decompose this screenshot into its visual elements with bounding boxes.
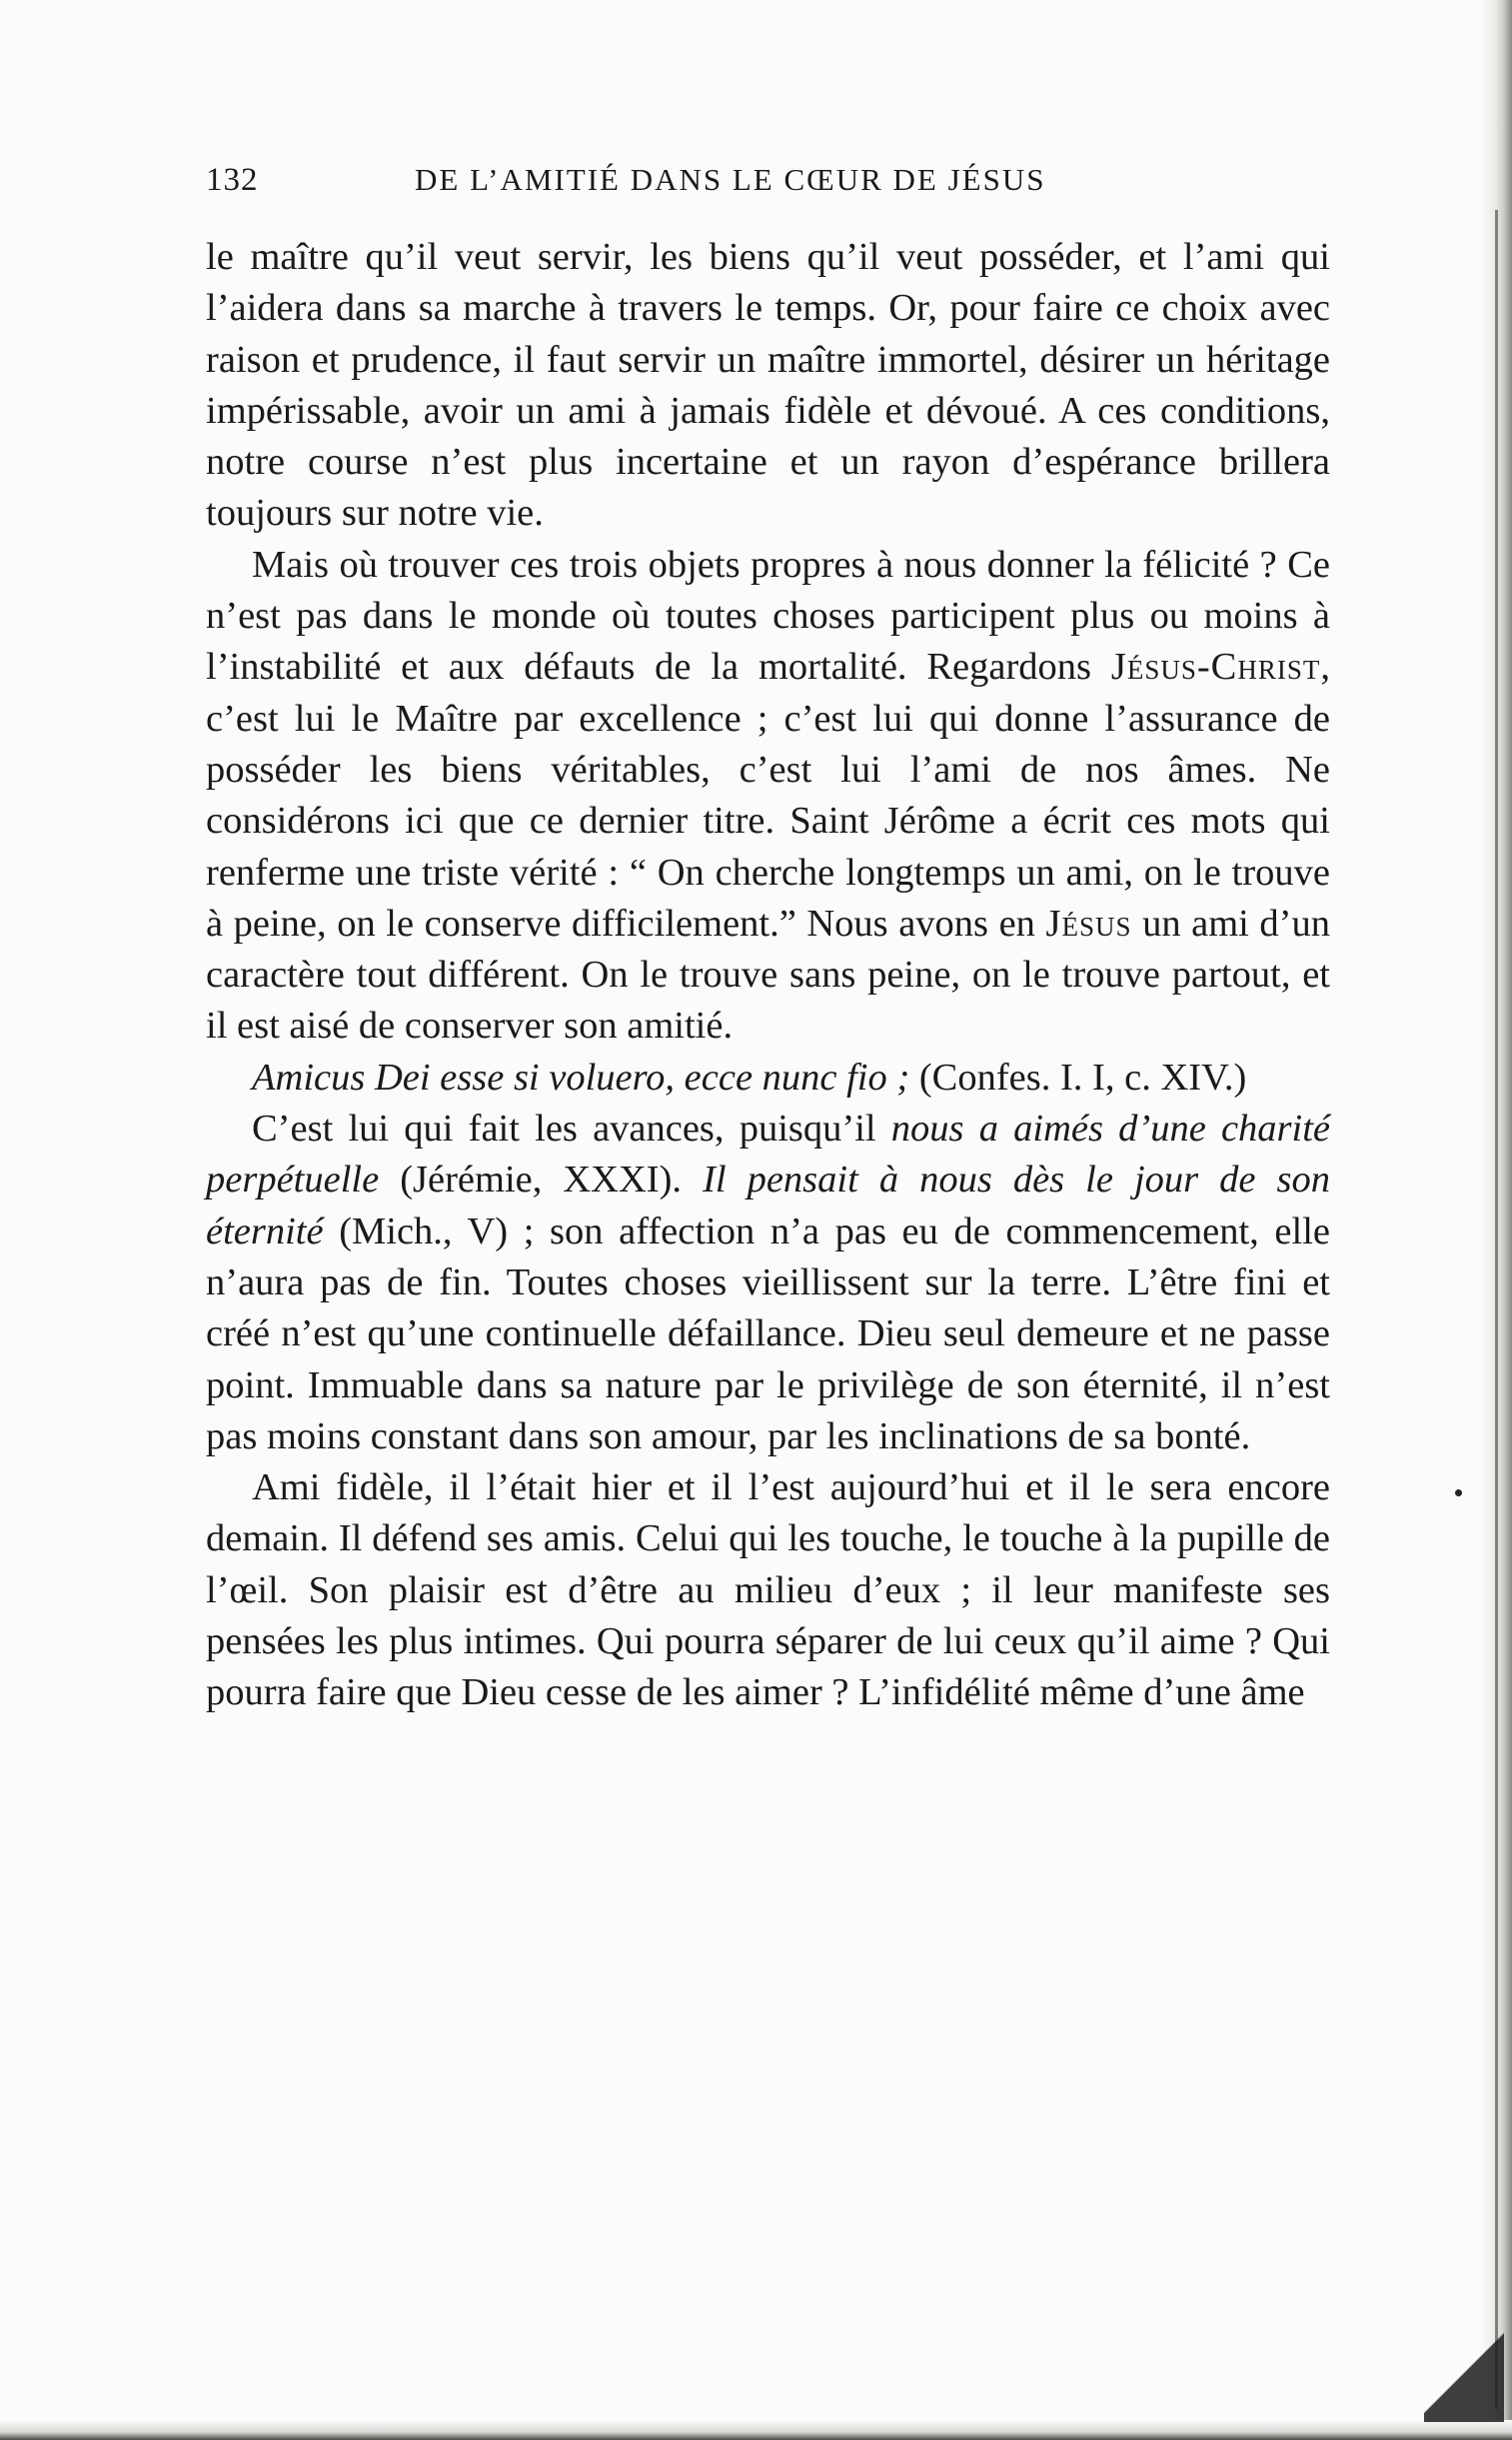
page-corner-shadow <box>1424 2302 1504 2422</box>
body-text <box>206 232 1330 1719</box>
paragraph-text: C’est lui qui fait les avances, puisqu’il <box>252 1108 891 1151</box>
paragraph-text: un ami d’un caractère tout différent. On le trouve sans peine, on le trouve partout, et il est aisé de conserver son amitié. <box>206 902 1330 1048</box>
page-edge-line <box>1495 210 1498 2409</box>
paragraph-continued <box>206 232 1330 540</box>
page-number: 132 <box>206 162 259 198</box>
paragraph-text: (Mich., V) ; son affection n’a pas eu de commencement, elle n’aura pas de fin. Toutes choses vieillissent sur la terre. L’être fini et créé n’est qu’une continuelle défaillance. Dieu seul demeure et ne passe point. Immuable dans sa nature par le privilège de son éternité, il n’est pas moins constant dans son amour, par les inclinations de sa bonté. <box>206 1210 1330 1457</box>
page-header <box>206 158 1345 208</box>
paragraph-text: , c’est lui le Maître par excellence ; c’est lui qui donne l’assurance de posséder les biens véritables, c’est lui l’ami de nos âmes. Ne considérons ici que ce dernier titre. Saint Jérôme a écrit ces mots qui renferme une triste vérité : “ On cherche longtemps un ami, on le trouve à peine, on le conserve difficilement.” Nous avons en <box>206 646 1330 945</box>
page-bottom-shadow <box>0 2420 1512 2440</box>
italic-quote: nous a aimés d’une charité perpétuelle <box>206 1108 1331 1202</box>
italic-quote: Il pensait à nous dès le jour de son éternité <box>206 1159 1330 1252</box>
paragraph <box>206 1462 1330 1718</box>
paragraph <box>206 1104 1330 1462</box>
paragraph-text: (Jérémie, XXXI). <box>379 1159 704 1202</box>
paragraph-text: le maître qu’il veut servir, les biens qu’il veut posséder, et l’ami qui l’aidera dans sa marche à travers le temps. Or, pour faire ce choix avec raison et prudence, il faut servir un maître immortel, désirer un héritage impérissable, avoir un ami à jamais fidèle et dévoué. A ces conditions, notre course n’est plus incertaine et un rayon d’espérance brillera toujours sur notre vie. <box>206 236 1330 535</box>
paragraph-text: Ami fidèle, il l’était hier et il l’est aujourd’hui et il le sera encore demain. Il défend ses amis. Celui qui les touche, le touche à la pupille de l’œil. Son plaisir est d’être au milieu d’eux ; il leur manifeste ses pensées les plus intimes. Qui pourra séparer de lui ceux qu’il aime ? Qui pourra faire que Dieu cesse de les aimer ? L’infidélité même d’une âme <box>206 1466 1330 1714</box>
citation: (Confes. I. I, c. XIV.) <box>909 1056 1247 1099</box>
ink-speck <box>1455 1489 1462 1496</box>
paragraph-text: Mais où trouver ces trois objets propres à nous donner la félicité ? Ce n’est pas dans le monde où toutes choses participent plus ou moins à l’instabilité et aux défauts de la mortalité. Regardons <box>206 543 1330 689</box>
latin-text: Amicus Dei esse si voluero, ecce nunc fio ; <box>252 1056 910 1099</box>
running-head: DE L’AMITIÉ DANS LE CŒUR DE JÉSUS <box>415 162 1046 197</box>
latin-quotation <box>206 1053 1330 1104</box>
small-caps-name: Jésus <box>1045 902 1132 945</box>
paragraph <box>206 540 1330 1053</box>
small-caps-name: Jésus-Christ <box>1110 646 1321 689</box>
